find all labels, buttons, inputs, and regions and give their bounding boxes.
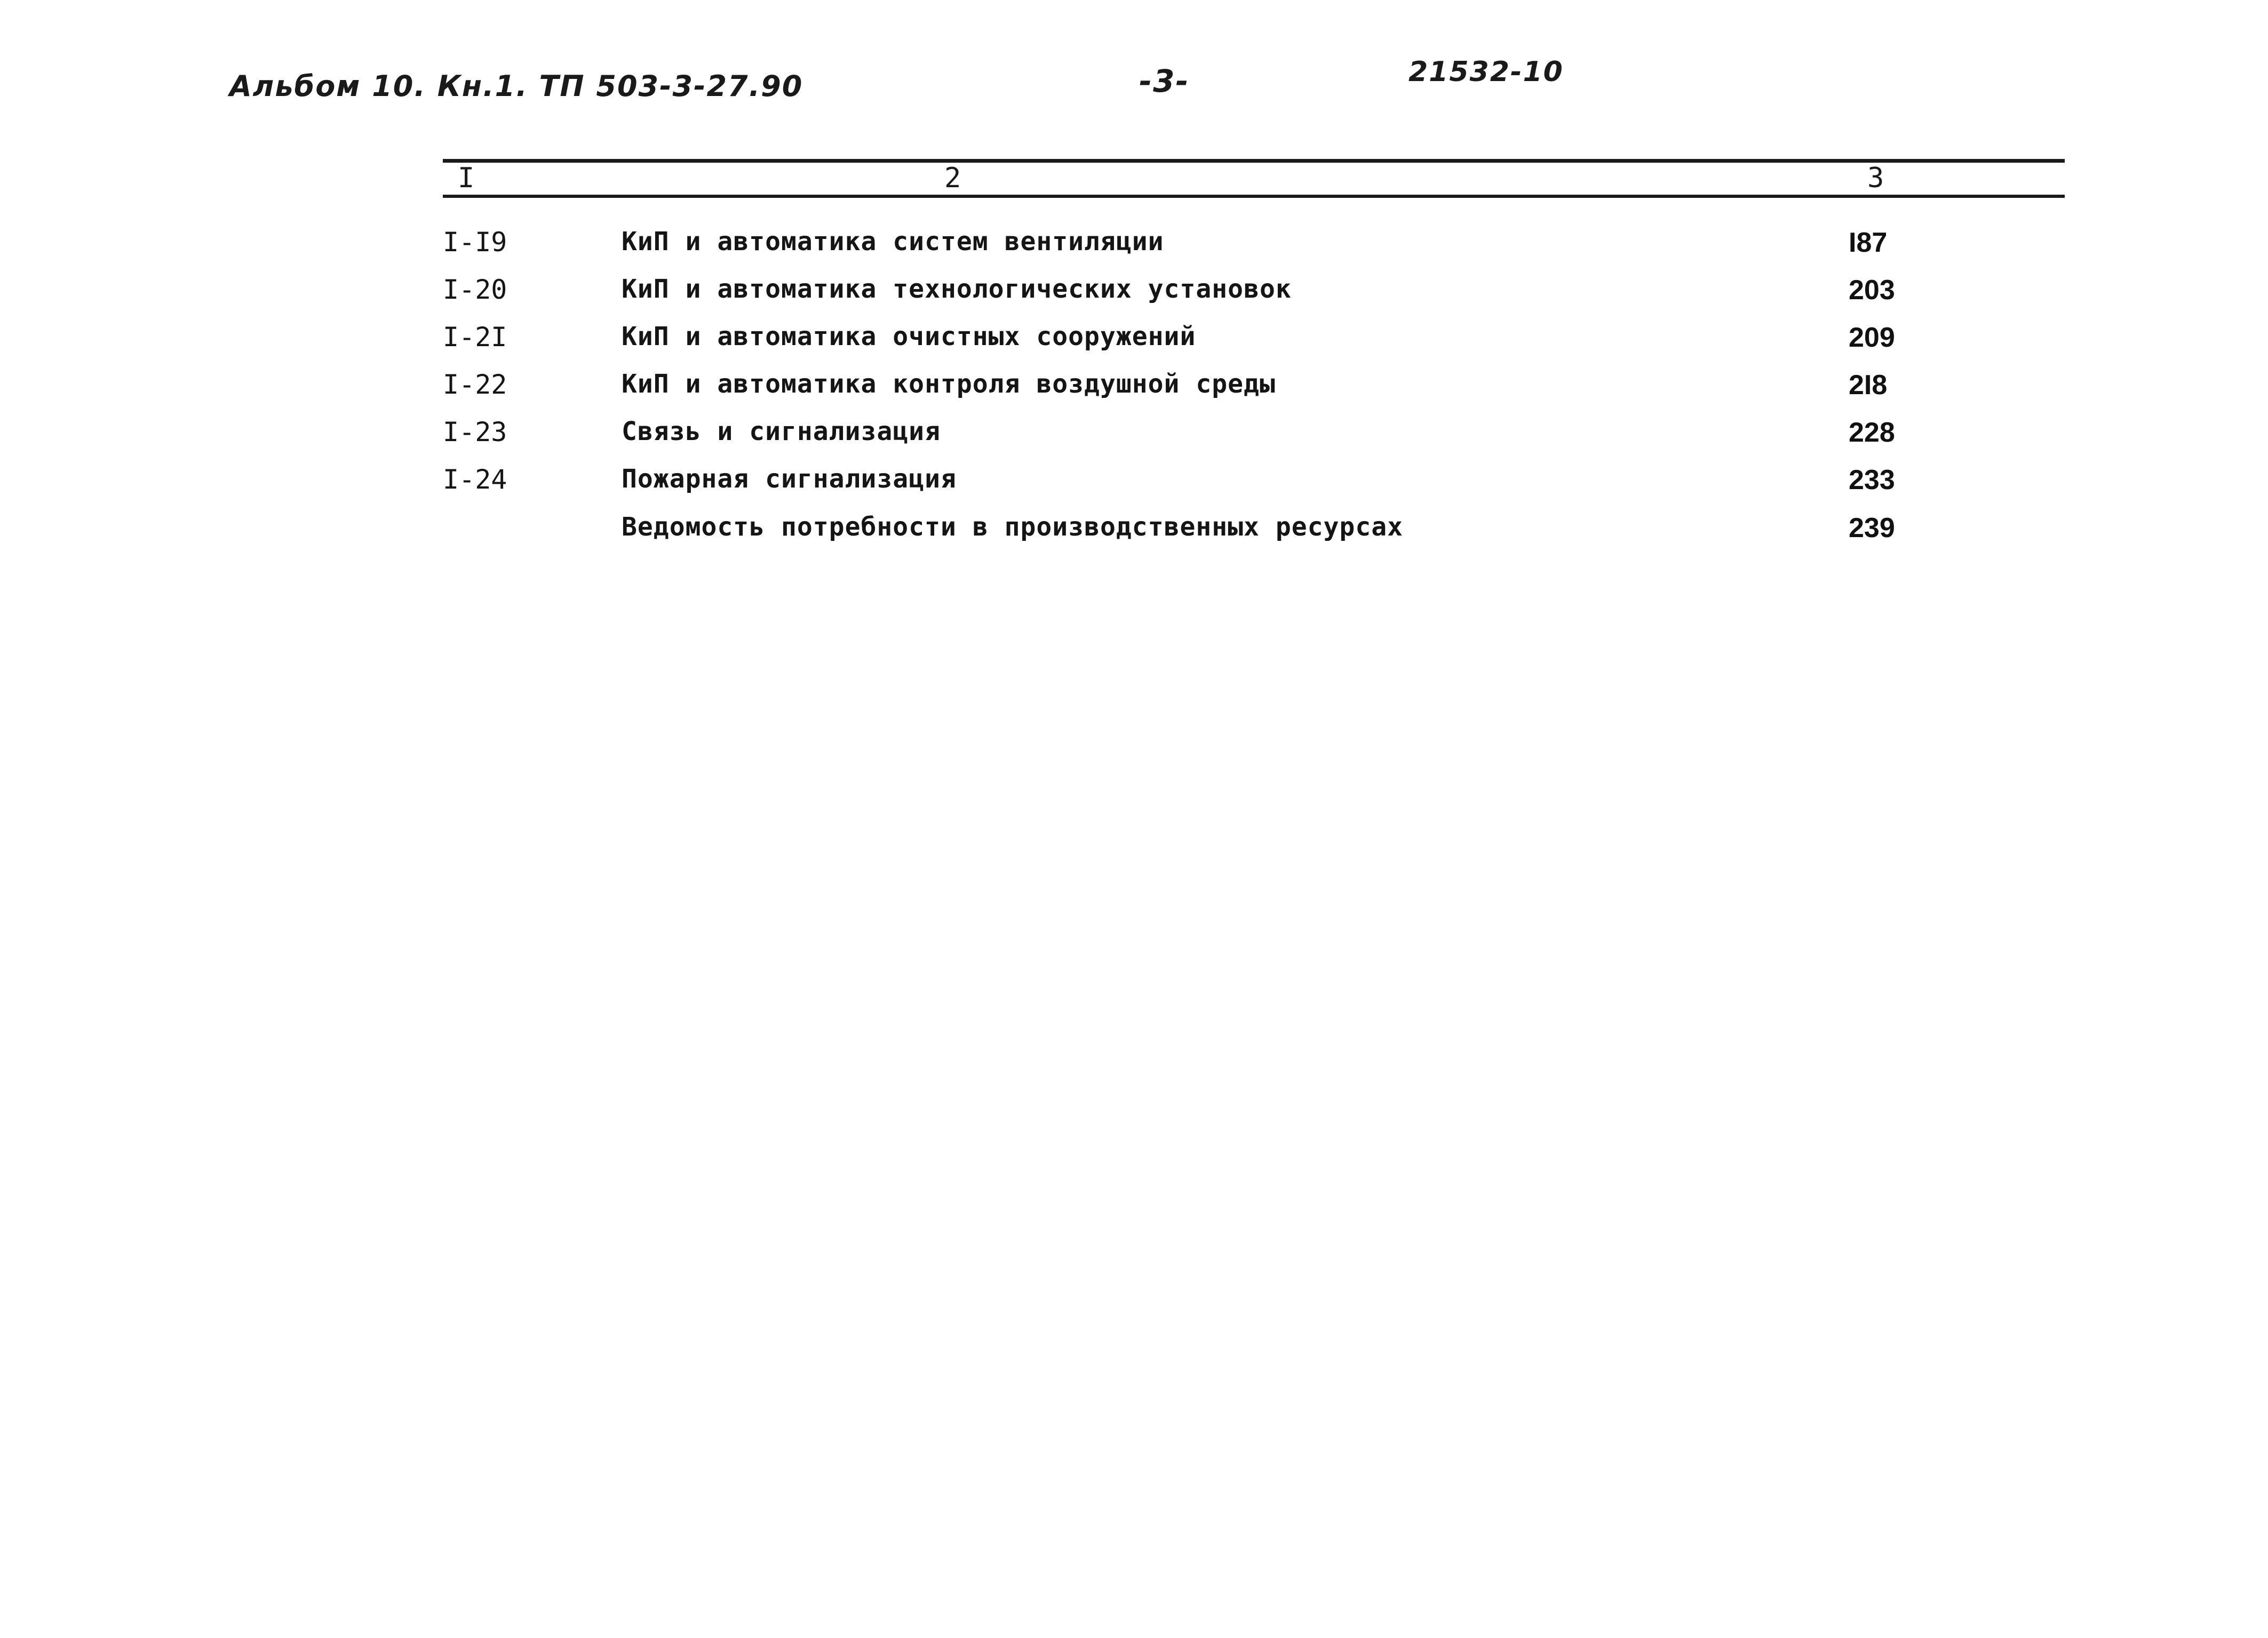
page-number: -3- <box>1139 63 1190 99</box>
section-code: I-23 <box>443 417 507 448</box>
page-ref: 228 <box>1849 417 1895 448</box>
page-ref: 203 <box>1849 275 1895 306</box>
section-code: I-22 <box>443 369 507 400</box>
table-header-rule <box>443 195 2065 198</box>
column-header-3: 3 <box>1867 162 1884 194</box>
section-title: Ведомость потребности в производственных ресурсах <box>622 512 1404 542</box>
table-row <box>0 369 2268 412</box>
column-header-1: I <box>458 162 475 194</box>
section-title: КиП и автоматика систем вентиляции <box>622 227 1164 257</box>
table-top-rule <box>443 159 2065 163</box>
page-ref: 209 <box>1849 322 1895 353</box>
page-ref: 2I8 <box>1849 370 1888 401</box>
section-title: КиП и автоматика очистных сооружений <box>622 322 1196 351</box>
page-ref: 239 <box>1849 513 1895 544</box>
table-row <box>0 274 2268 317</box>
page-ref: I87 <box>1849 227 1888 258</box>
table-row <box>0 464 2268 507</box>
table-row <box>0 227 2268 269</box>
album-reference: Альбом 10. Кн.1. ТП 503-3-27.90 <box>229 69 803 103</box>
section-title: Связь и сигнализация <box>622 417 941 446</box>
document-number: 21532-10 <box>1408 56 1564 88</box>
section-code: I-I9 <box>443 227 507 258</box>
section-code: I-20 <box>443 274 507 305</box>
section-code: I-24 <box>443 464 507 495</box>
table-row <box>0 512 2268 555</box>
table-row <box>0 417 2268 459</box>
section-code: I-2I <box>443 322 507 353</box>
column-header-2: 2 <box>944 162 961 194</box>
section-title: КиП и автоматика контроля воздушной среды <box>622 369 1276 399</box>
page-ref: 233 <box>1849 465 1895 496</box>
section-title: КиП и автоматика технологических установок <box>622 274 1292 304</box>
section-title: Пожарная сигнализация <box>622 464 957 494</box>
table-row <box>0 322 2268 364</box>
